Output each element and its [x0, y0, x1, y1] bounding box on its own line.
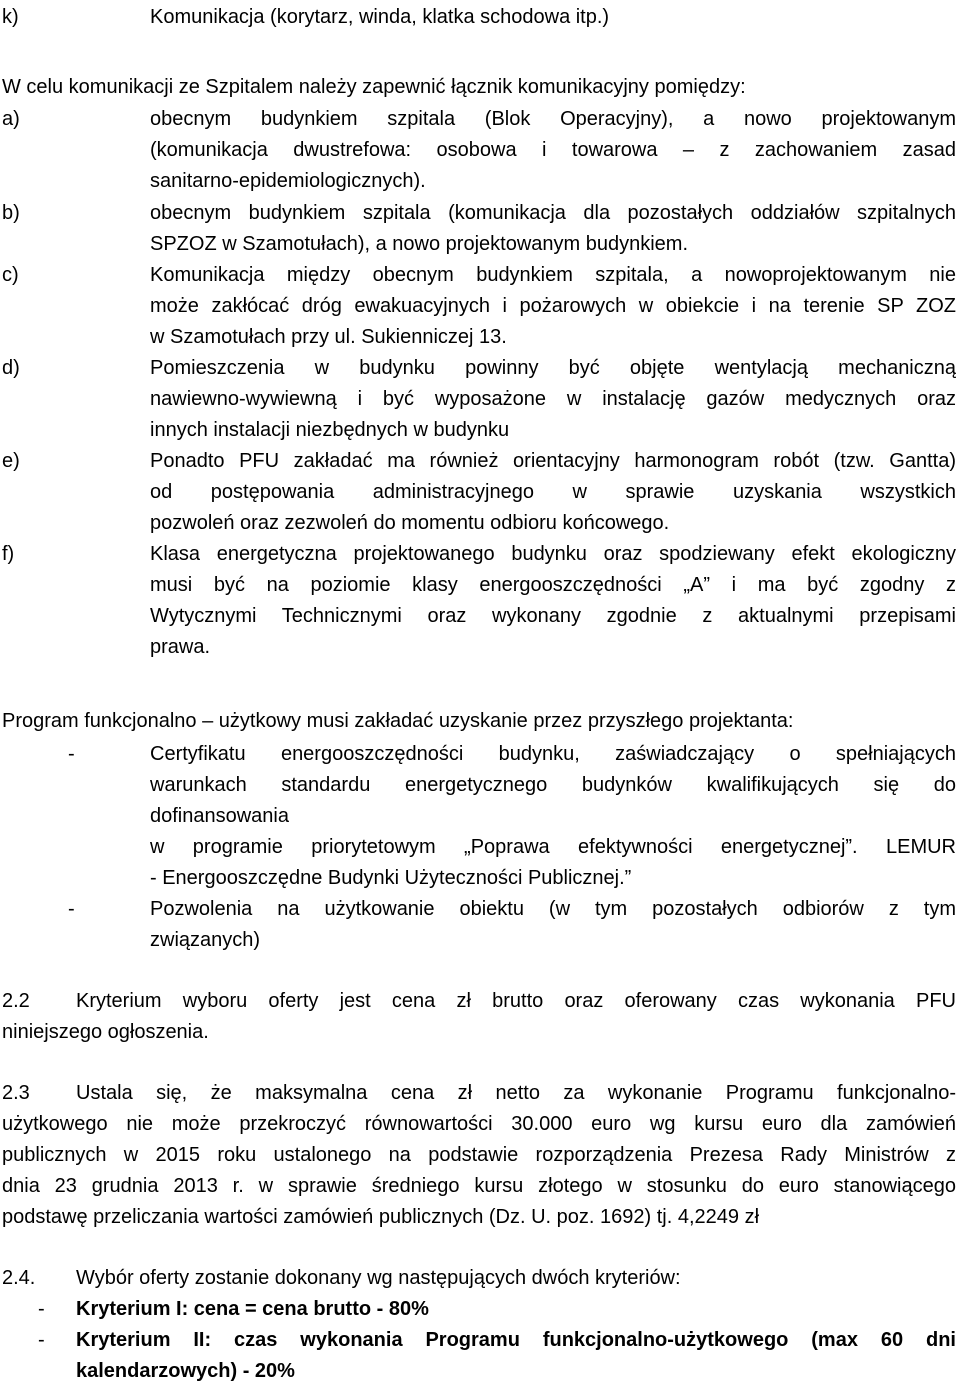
- list-line: prawa.: [150, 636, 211, 658]
- list-label: b): [2, 202, 20, 224]
- section-line: Wybór oferty zostanie dokonany wg następujących dwóch kryteriów:: [76, 1267, 681, 1289]
- bullet-dash: -: [38, 1329, 45, 1351]
- list-line: Pozwolenia na użytkowanie obiektu (w tym pozostałych odbiorów z tym: [150, 898, 956, 920]
- list-line: - Energooszczędne Budynki Użyteczności Publicznej.”: [150, 867, 632, 889]
- list-line: może zakłócać dróg ewakuacyjnych i pożarowych w obiekcie i na terenie SP ZOZ: [150, 295, 956, 317]
- list-line: pozwoleń oraz zezwoleń do momentu odbioru końcowego.: [150, 512, 670, 534]
- list-line: innych instalacji niezbędnych w budynku: [150, 419, 510, 441]
- list-line: (komunikacja dwustrefowa: osobowa i towarowa – z zachowaniem zasad: [150, 139, 956, 161]
- criterion-line: kalendarzowych) - 20%: [76, 1360, 295, 1382]
- list-line: obecnym budynkiem szpitala (Blok Operacyjny), a nowo projektowanym: [150, 108, 956, 130]
- list-line: sanitarno-epidemiologicznych).: [150, 170, 426, 192]
- bullet-dash: -: [38, 1298, 45, 1320]
- list-line: Pomieszczenia w budynku powinny być objęte wentylacją mechaniczną: [150, 357, 956, 379]
- bullet-dash: -: [68, 743, 75, 765]
- list-line: nawiewno-wywiewną i być wyposażone w instalację gazów medycznych oraz: [150, 388, 956, 410]
- list-label: e): [2, 450, 20, 472]
- list-label: d): [2, 357, 20, 379]
- section-line: podstawę przeliczania wartości zamówień publicznych (Dz. U. poz. 1692) tj. 4,2249 zł: [2, 1206, 760, 1228]
- section-line: niniejszego ogłoszenia.: [2, 1021, 209, 1043]
- list-label: c): [2, 264, 19, 286]
- list-line: od postępowania administracyjnego w sprawie uzyskania wszystkich: [150, 481, 956, 503]
- section-line: publicznych w 2015 roku ustalonego na podstawie rozporządzenia Prezesa Rady Ministrów z: [2, 1144, 956, 1166]
- list-line: SPZOZ w Szamotułach), a nowo projektowanym budynkiem.: [150, 233, 688, 255]
- section-line: Kryterium wyboru oferty jest cena zł brutto oraz oferowany czas wykonania PFU: [76, 990, 956, 1012]
- paragraph-communication-intro: W celu komunikacji ze Szpitalem należy zapewnić łącznik komunikacyjny pomiędzy:: [2, 76, 746, 98]
- section-line: Ustala się, że maksymalna cena zł netto za wykonanie Programu funkcjonalno-: [76, 1082, 956, 1104]
- section-line: użytkowego nie może przekroczyć równowartości 30.000 euro wg kursu euro dla zamówień: [2, 1113, 956, 1135]
- list-label: k): [2, 6, 19, 28]
- list-label: a): [2, 108, 20, 130]
- list-line: w Szamotułach przy ul. Sukienniczej 13.: [150, 326, 507, 348]
- criterion-line: Kryterium I: cena = cena brutto - 80%: [76, 1298, 429, 1320]
- section-number: 2.2: [2, 990, 30, 1012]
- list-line: związanych): [150, 929, 261, 951]
- bullet-dash: -: [68, 898, 75, 920]
- list-text: Komunikacja (korytarz, winda, klatka schodowa itp.): [150, 6, 610, 28]
- list-line: Ponadto PFU zakładać ma również orientacyjny harmonogram robót (tzw. Gantta): [150, 450, 956, 472]
- list-line: Wytycznymi Technicznymi oraz wykonany zgodnie z aktualnymi przepisami: [150, 605, 956, 627]
- list-line: warunkach standardu energetycznego budynków kwalifikujących się do: [150, 774, 956, 796]
- section-number: 2.3: [2, 1082, 30, 1104]
- list-line: dofinansowania: [150, 805, 289, 827]
- paragraph-program-intro: Program funkcjonalno – użytkowy musi zakładać uzyskanie przez przyszłego projektanta:: [2, 710, 794, 732]
- list-line: Komunikacja między obecnym budynkiem szpitala, a nowoprojektowanym nie: [150, 264, 956, 286]
- section-line: dnia 23 grudnia 2013 r. w sprawie średniego kursu złotego w stosunku do euro stanowiącego: [2, 1175, 956, 1197]
- list-line: Certyfikatu energooszczędności budynku, zaświadczający o spełniających: [150, 743, 956, 765]
- list-line: musi być na poziomie klasy energooszczędności „A” i ma być zgodny z: [150, 574, 956, 596]
- criterion-line: Kryterium II: czas wykonania Programu funkcjonalno-użytkowego (max 60 dni: [76, 1329, 956, 1351]
- section-number: 2.4.: [2, 1267, 36, 1289]
- list-line: Klasa energetyczna projektowanego budynku oraz spodziewany efekt ekologiczny: [150, 543, 956, 565]
- list-line: w programie priorytetowym „Poprawa efektywności energetycznej”. LEMUR: [150, 836, 956, 858]
- list-line: obecnym budynkiem szpitala (komunikacja dla pozostałych oddziałów szpitalnych: [150, 202, 956, 224]
- list-label: f): [2, 543, 15, 565]
